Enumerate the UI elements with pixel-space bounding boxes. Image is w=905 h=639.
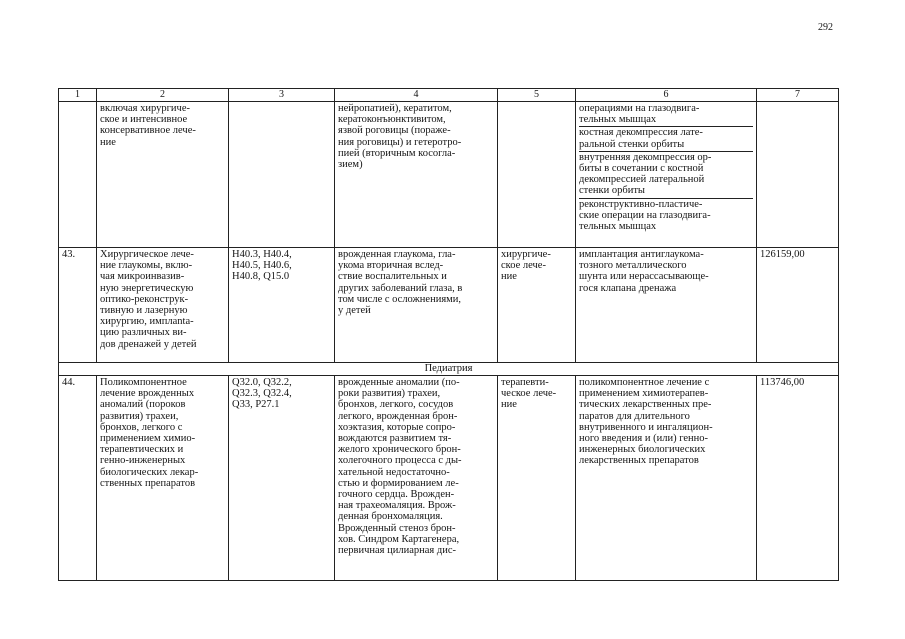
col-header-4: 4 [335, 89, 498, 102]
cost: 126159,00 [757, 248, 839, 363]
diagnosis: врожденные аномалии (по- роки развития) трахеи, бронхов, легкого, сосудов легкого, врожденная брон- хоэктазия, которые сопро- вождаются развитием тя- желого хронического брон- холегочного процесса с ды- хательной недостаточно- стью и формированием ле- гочного сердца. Врожден- ная трахеомаляция. Врож- денная бронхомаляция. Врожденный стеноз брон- хов. Синдром Картагенера, первичная цилиарная дис- [335, 376, 498, 581]
method-item: операциями на глазодвига- тельных мышцах [579, 103, 753, 127]
row-43 [59, 248, 839, 363]
treatment-method: поликомпонентное лечение с применением химиотерапев- тических лекарственных пре- паратов для длительного внутривенного и ингаляцион- ного введения и (или) генно- инженерных биологических лекарственных препаратов [576, 376, 757, 581]
col-header-6: 6 [576, 89, 757, 102]
row-number: 44. [59, 376, 97, 581]
page-number: 292 [818, 22, 833, 33]
cont-methods [576, 102, 757, 248]
treatment-type: Поликомпонентное лечение врожденных аномалий (пороков развития) трахеи, бронхов, легкого с применением химио- терапевтических и генно-инженерных биологических лекар- ственных препаратов [97, 376, 229, 581]
section-row [59, 363, 839, 376]
icd-codes: H40.3, H40.4, H40.5, H40.6, H40.8, Q15.0 [229, 248, 335, 363]
continued-row [59, 102, 839, 248]
cont-num-cell [59, 102, 97, 248]
row-number: 43. [59, 248, 97, 363]
treatment-method: имплантация антиглаукома- тозного металлического шунта или нерассасывающе- гося клапана дренажа [576, 248, 757, 363]
treatment-type: Хирургическое лече- ние глаукомы, вклю- чая микроинвазив- ную энергетическую оптико-реконструк- тивную и лазерную хирургию, имплanta- цию различных ви- дов дренажей у детей [97, 248, 229, 363]
cont-treatment-kind [498, 102, 576, 248]
medical-services-table [58, 88, 839, 581]
column-number-row [59, 89, 839, 102]
col-header-5: 5 [498, 89, 576, 102]
icd-codes: Q32.0, Q32.2, Q32.3, Q32.4, Q33, P27.1 [229, 376, 335, 581]
cont-treatment-type: включая хирургиче- ское и интенсивное консервативное лече- ние [97, 102, 229, 248]
row-44 [59, 376, 839, 581]
treatment-kind: хирургиче- ское лече- ние [498, 248, 576, 363]
col-header-1: 1 [59, 89, 97, 102]
diagnosis: врожденная глаукома, гла- укома вторичная вслед- ствие воспалительных и других заболеваний глаза, в том числе с осложнениями, у детей [335, 248, 498, 363]
cont-codes [229, 102, 335, 248]
cost: 113746,00 [757, 376, 839, 581]
col-header-3: 3 [229, 89, 335, 102]
section-title: Педиатрия [59, 363, 839, 376]
treatment-kind: терапевти- ческое лече- ние [498, 376, 576, 581]
method-item: внутренняя декомпрессия ор- биты в сочетании с костной декомпрессией латеральной стенки орбиты [579, 152, 753, 199]
cont-cost [757, 102, 839, 248]
col-header-2: 2 [97, 89, 229, 102]
method-item: реконструктивно-пластиче- ские операции на глазодвига- тельных мышцах [579, 198, 711, 233]
method-item: костная декомпрессия лате- ральной стенки орбиты [579, 127, 753, 151]
cont-diagnosis: нейропатией), кератитом, кератоконъюнктивитом, язвой роговицы (пораже- ния роговицы) и гетеротро- пией (вторичным косогла- зием) [335, 102, 498, 248]
col-header-7: 7 [757, 89, 839, 102]
